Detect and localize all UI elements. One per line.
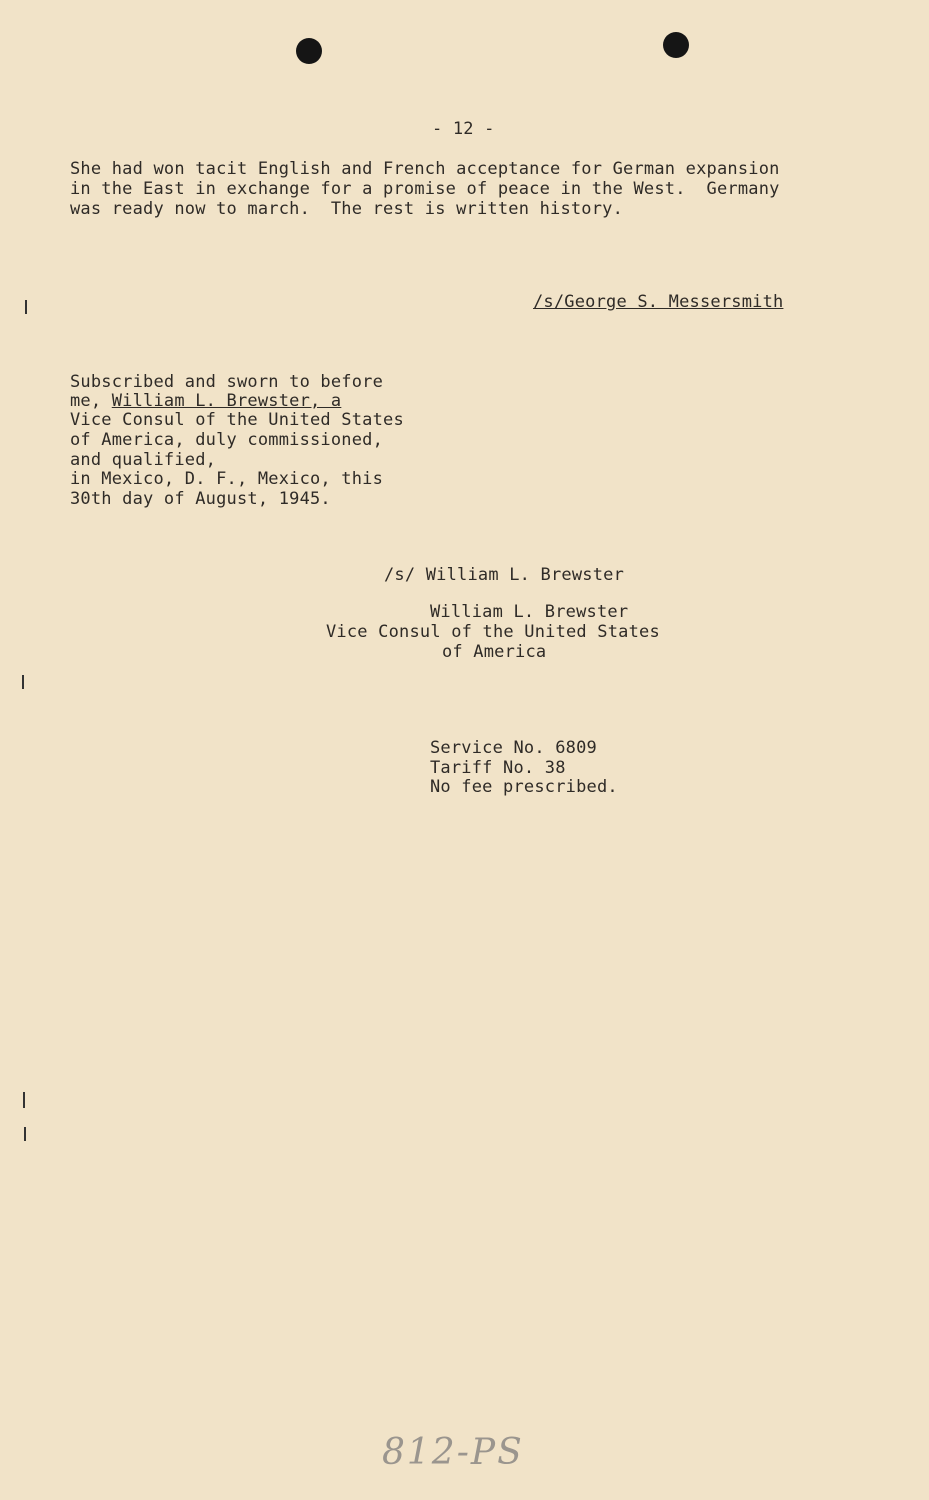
jurat-line: 30th day of August, 1945. (70, 489, 331, 509)
punch-hole-right (663, 32, 689, 58)
jurat-line: Vice Consul of the United States (70, 410, 404, 430)
jurat-line: Subscribed and sworn to before (70, 372, 384, 392)
body-line: was ready now to march. The rest is written history. (70, 199, 624, 219)
fee-line: Tariff No. 38 (430, 758, 566, 778)
fee-line: No fee prescribed. (430, 777, 618, 797)
consul-signature: /s/ William L. Brewster (384, 565, 625, 585)
margin-mark (25, 300, 27, 314)
jurat-line: me, William L. Brewster, a (70, 391, 342, 411)
jurat-line: in Mexico, D. F., Mexico, this (70, 469, 384, 489)
jurat-line: and qualified, (70, 450, 217, 470)
punch-hole-left (296, 38, 322, 64)
signature-messersmith: /s/George S. Messersmith (533, 292, 784, 312)
margin-mark (23, 1092, 25, 1108)
body-line: She had won tacit English and French acceptance for German expansion (70, 159, 780, 179)
jurat-line: of America, duly commissioned, (70, 430, 384, 450)
consul-title: Vice Consul of the United States (326, 622, 660, 642)
consul-title: of America (442, 642, 547, 662)
margin-mark (24, 1127, 26, 1141)
commissioner-name: William L. Brewster, a (111, 391, 342, 411)
body-line: in the East in exchange for a promise of peace in the West. Germany (70, 179, 780, 199)
consul-name: William L. Brewster (430, 602, 629, 622)
page-number: - 12 - (432, 119, 495, 139)
handwritten-note: 812-PS (382, 1432, 524, 1473)
fee-line: Service No. 6809 (430, 738, 597, 758)
margin-mark (22, 675, 24, 689)
